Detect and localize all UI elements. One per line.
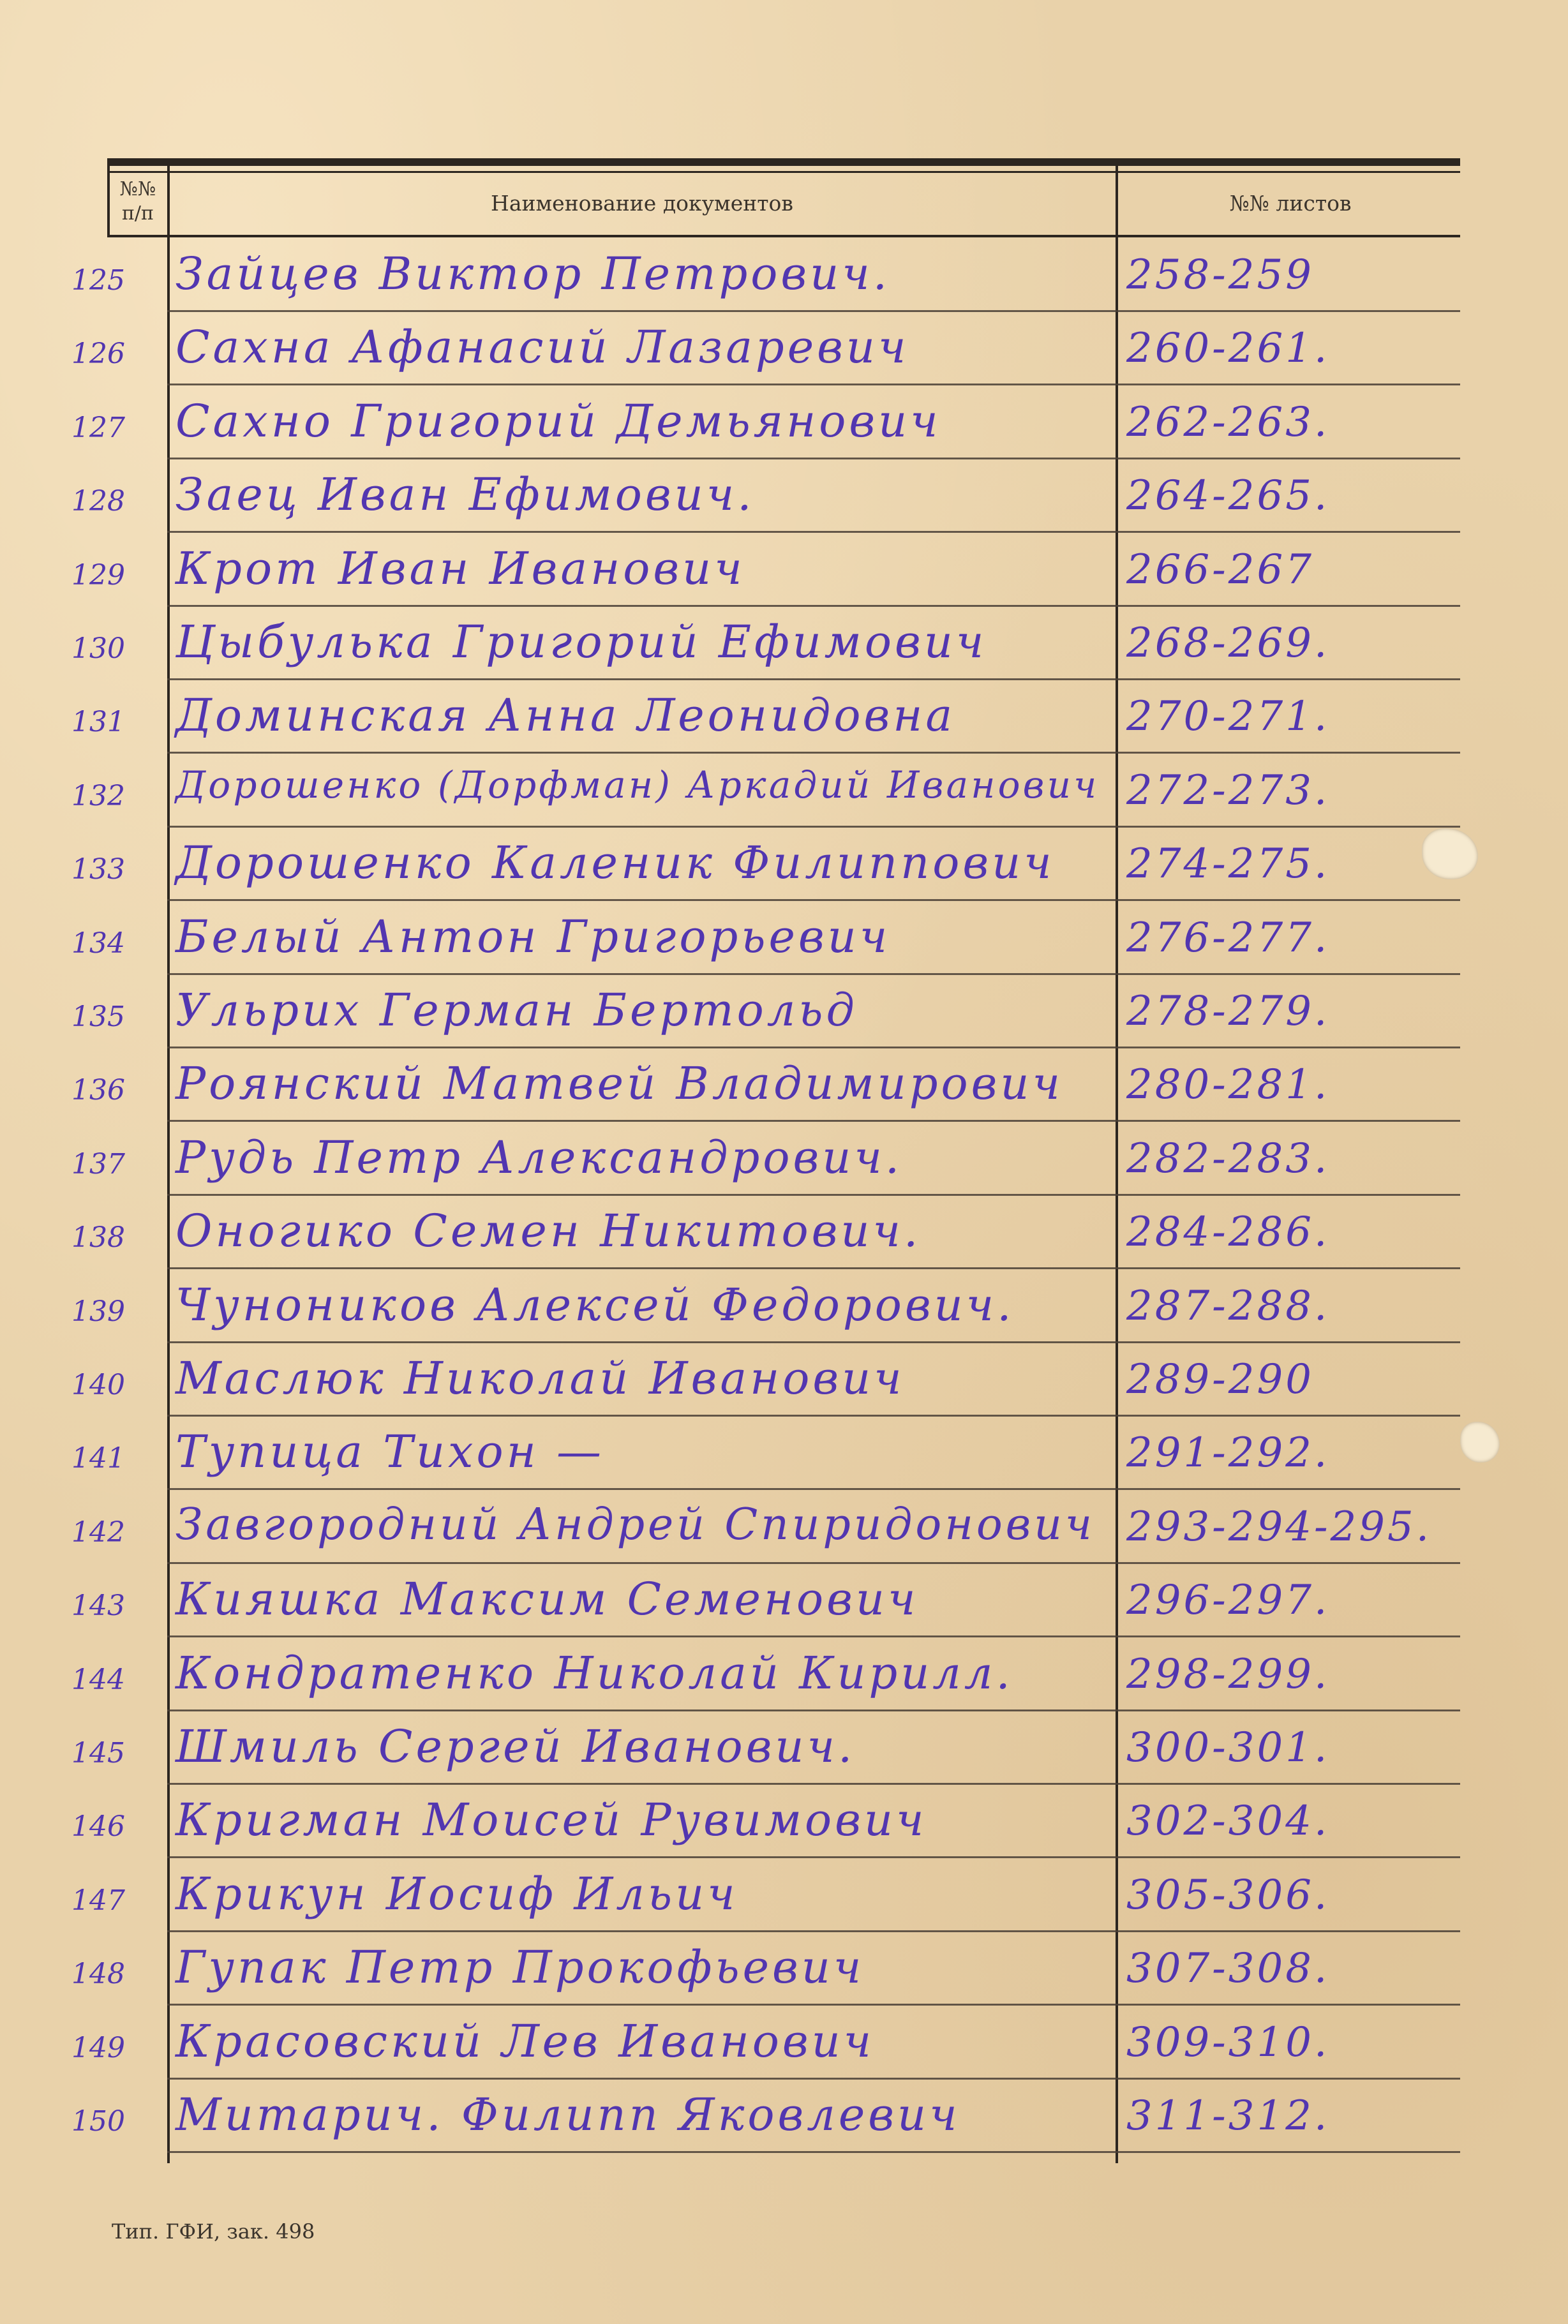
row-person-name: Оногико Семен Никитович. bbox=[175, 1205, 922, 1257]
row-rule bbox=[167, 1709, 1460, 1711]
row-person-name: Маслюк Николай Иванович bbox=[175, 1352, 905, 1404]
top-rule-thick bbox=[107, 158, 1460, 166]
row-number: 147 bbox=[71, 1884, 125, 1917]
header-documents-column: Наименование документов bbox=[491, 191, 793, 216]
row-sheet-range: 291-292. bbox=[1126, 1429, 1330, 1477]
punch-hole-lower bbox=[1460, 1422, 1500, 1463]
row-person-name: Белый Антон Григорьевич bbox=[175, 911, 891, 963]
row-sheet-range: 278-279. bbox=[1126, 988, 1330, 1035]
row-rule bbox=[167, 1562, 1460, 1564]
row-number: 138 bbox=[71, 1221, 125, 1254]
row-rule bbox=[167, 1415, 1460, 1417]
row-rule bbox=[167, 826, 1460, 828]
row-sheet-range: 307-308. bbox=[1126, 1945, 1330, 1992]
row-number: 142 bbox=[71, 1516, 125, 1549]
row-number: 137 bbox=[71, 1148, 125, 1181]
row-sheet-range: 268-269. bbox=[1126, 620, 1330, 667]
row-person-name: Сахно Григорий Демьянович bbox=[175, 395, 941, 447]
row-person-name: Митарич. Филипп Яковлевич bbox=[175, 2089, 960, 2141]
row-number: 143 bbox=[71, 1590, 125, 1622]
row-number: 136 bbox=[71, 1074, 125, 1106]
row-sheet-range: 287-288. bbox=[1126, 1283, 1330, 1330]
row-number: 133 bbox=[71, 853, 125, 886]
row-rule bbox=[167, 2151, 1460, 2153]
row-person-name: Крикун Иосиф Ильич bbox=[175, 1868, 738, 1920]
row-number: 127 bbox=[71, 412, 125, 444]
row-rule bbox=[167, 1635, 1460, 1637]
punch-hole-upper bbox=[1422, 828, 1478, 879]
row-person-name: Ульрих Герман Бертольд bbox=[175, 984, 858, 1036]
row-person-name: Дорошенко (Дорфман) Аркадий Иванович bbox=[175, 763, 1100, 807]
row-number: 139 bbox=[71, 1295, 125, 1328]
row-number: 132 bbox=[71, 780, 125, 812]
row-rule bbox=[167, 605, 1460, 607]
row-number: 128 bbox=[71, 485, 125, 518]
row-number: 146 bbox=[71, 1810, 125, 1843]
row-rule bbox=[167, 1047, 1460, 1048]
row-person-name: Красовский Лев Иванович bbox=[175, 2015, 875, 2067]
row-person-name: Заец Иван Ефимович. bbox=[175, 468, 755, 521]
row-sheet-range: 266-267 bbox=[1126, 546, 1314, 593]
row-person-name: Чуноников Алексей Федорович. bbox=[175, 1279, 1015, 1331]
row-number: 149 bbox=[71, 2032, 125, 2064]
row-rule bbox=[167, 752, 1460, 754]
printer-imprint: Тип. ГФИ, зак. 498 bbox=[112, 2219, 315, 2244]
row-person-name: Шмиль Сергей Иванович. bbox=[175, 1720, 856, 1773]
row-sheet-range: 270-271. bbox=[1126, 693, 1330, 740]
row-sheet-range: 264-265. bbox=[1126, 472, 1330, 519]
row-person-name: Крот Иван Иванович bbox=[175, 542, 745, 595]
row-rule bbox=[167, 973, 1460, 975]
row-number: 141 bbox=[71, 1442, 125, 1475]
row-rule bbox=[167, 310, 1460, 312]
row-number: 130 bbox=[71, 632, 125, 665]
row-rule bbox=[167, 1783, 1460, 1785]
row-person-name: Доминская Анна Леонидовна bbox=[175, 689, 956, 741]
row-rule bbox=[167, 1194, 1460, 1196]
row-rule bbox=[167, 2078, 1460, 2080]
row-rule bbox=[167, 1488, 1460, 1490]
row-person-name: Рудь Петр Александрович. bbox=[175, 1131, 903, 1184]
row-sheet-range: 280-281. bbox=[1126, 1061, 1330, 1108]
row-sheet-range: 260-261. bbox=[1126, 325, 1330, 372]
row-sheet-range: 300-301. bbox=[1126, 1724, 1330, 1771]
row-sheet-range: 309-310. bbox=[1126, 2019, 1330, 2066]
row-rule bbox=[167, 2004, 1460, 2006]
row-number: 145 bbox=[71, 1737, 125, 1769]
header-rule bbox=[107, 235, 1460, 237]
row-sheet-range: 274-275. bbox=[1126, 840, 1330, 888]
row-person-name: Роянский Матвей Владимирович bbox=[175, 1057, 1064, 1110]
row-number: 150 bbox=[71, 2105, 125, 2138]
row-sheet-range: 305-306. bbox=[1126, 1872, 1330, 1919]
row-sheet-range: 282-283. bbox=[1126, 1135, 1330, 1182]
top-rule-thin bbox=[107, 171, 1460, 173]
row-person-name: Зайцев Виктор Петрович. bbox=[175, 248, 891, 300]
row-rule bbox=[167, 458, 1460, 459]
row-sheet-range: 302-304. bbox=[1126, 1798, 1330, 1845]
row-sheet-range: 289-290 bbox=[1126, 1356, 1314, 1403]
row-rule bbox=[167, 678, 1460, 680]
row-rule bbox=[167, 1267, 1460, 1269]
row-sheet-range: 276-277. bbox=[1126, 914, 1330, 962]
row-sheet-range: 298-299. bbox=[1126, 1651, 1330, 1698]
header-number-column: №№ п/п bbox=[119, 178, 156, 225]
row-person-name: Дорошенко Каленик Филиппович bbox=[175, 837, 1055, 889]
row-sheet-range: 272-273. bbox=[1126, 767, 1330, 814]
row-sheet-range: 311-312. bbox=[1126, 2092, 1330, 2140]
row-number: 148 bbox=[71, 1958, 125, 1990]
row-number: 140 bbox=[71, 1369, 125, 1401]
row-person-name: Кияшка Максим Семенович bbox=[175, 1573, 919, 1625]
header-sheets-column: №№ листов bbox=[1229, 191, 1352, 216]
row-sheet-range: 262-263. bbox=[1126, 399, 1330, 446]
row-number: 144 bbox=[71, 1664, 125, 1696]
row-rule bbox=[167, 1341, 1460, 1343]
row-sheet-range: 284-286. bbox=[1126, 1209, 1330, 1256]
row-number: 134 bbox=[71, 927, 125, 960]
row-rule bbox=[167, 1120, 1460, 1122]
row-number: 135 bbox=[71, 1001, 125, 1033]
column-divider-no bbox=[167, 166, 170, 2163]
row-sheet-range: 258-259 bbox=[1126, 251, 1314, 299]
row-person-name: Цыбулька Григорий Ефимович bbox=[175, 616, 987, 668]
row-sheet-range: 293-294-295. bbox=[1126, 1503, 1432, 1551]
row-person-name: Кондратенко Николай Кирилл. bbox=[175, 1647, 1013, 1699]
row-rule bbox=[167, 531, 1460, 533]
row-number: 129 bbox=[71, 559, 125, 592]
row-number: 125 bbox=[71, 264, 125, 297]
row-person-name: Тупица Тихон — bbox=[175, 1426, 605, 1478]
row-person-name: Гупак Петр Прокофьевич bbox=[175, 1941, 865, 1993]
row-rule bbox=[167, 899, 1460, 901]
row-number: 131 bbox=[71, 706, 125, 738]
row-number: 126 bbox=[71, 338, 125, 370]
row-person-name: Сахна Афанасий Лазаревич bbox=[175, 321, 909, 373]
row-rule bbox=[167, 384, 1460, 385]
row-sheet-range: 296-297. bbox=[1126, 1577, 1330, 1624]
row-person-name: Кригман Моисей Рувимович bbox=[175, 1794, 927, 1846]
row-rule bbox=[167, 1856, 1460, 1858]
column-divider-sheets bbox=[1116, 166, 1118, 2163]
row-person-name: Завгородний Андрей Спиридонович bbox=[175, 1500, 1095, 1550]
row-rule bbox=[167, 1930, 1460, 1932]
